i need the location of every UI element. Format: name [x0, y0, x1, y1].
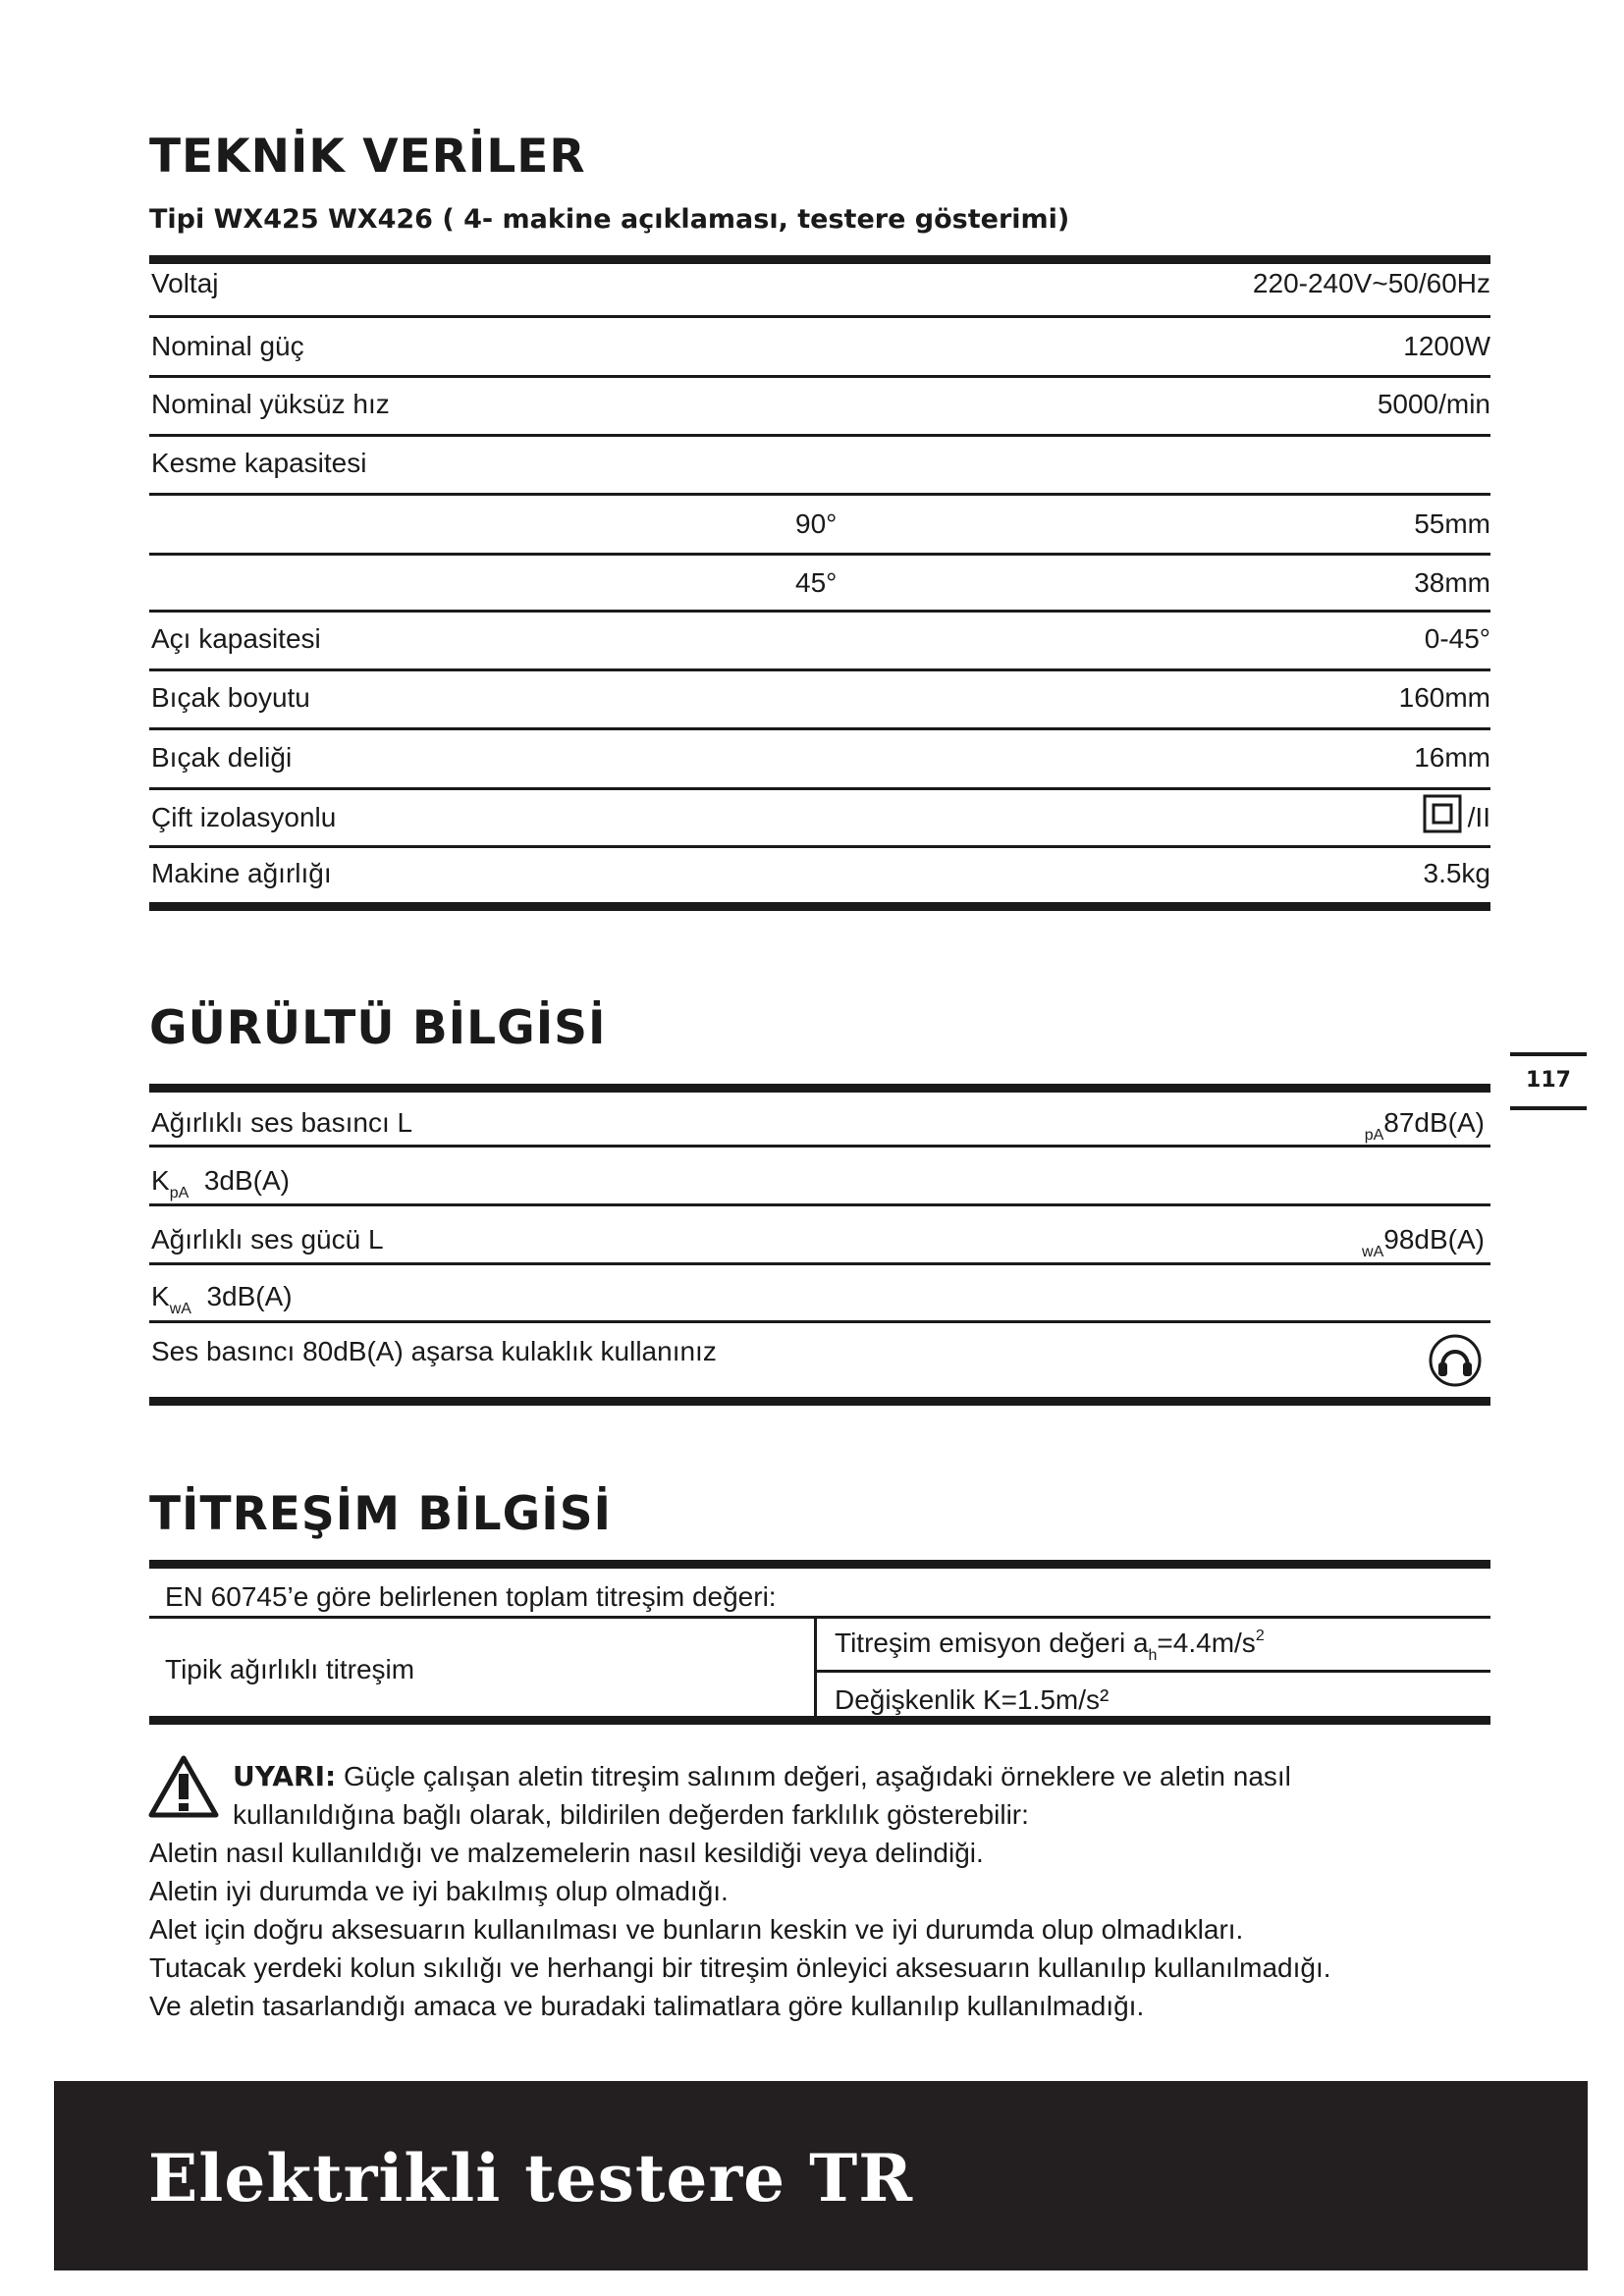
warning-item: Tutacak yerdeki kolun sıkılığı ve herhangi bir titreşim önleyici aksesuarın kullanılıp kullanılmadığı.	[149, 1952, 1331, 1983]
k-value: 3dB(A)	[206, 1281, 293, 1311]
vibration-bottom-rule	[149, 1716, 1490, 1725]
warning-text: Güçle çalışan aletin titreşim salınım değeri, aşağıdaki örneklere ve aletin nasıl	[336, 1761, 1291, 1791]
noise-value: 87dB(A)	[1383, 1107, 1485, 1138]
noise-row-kpa	[149, 1149, 1490, 1201]
emission-subscript: h	[1148, 1647, 1158, 1664]
page-number: 117	[1526, 1068, 1571, 1093]
spec-value: 38mm	[1414, 567, 1490, 598]
noise-subscript: wA	[1362, 1244, 1384, 1260]
spec-value-wrap	[1423, 794, 1490, 833]
divider	[149, 375, 1490, 378]
spec-label: Açı kapasitesi	[151, 623, 321, 654]
warning-line-2: kullanıldığına bağlı olarak, bildirilen değerden farklılık gösterebilir:	[233, 1799, 1029, 1830]
emission-value: =4.4m/s	[1157, 1628, 1256, 1658]
ear-protection-note: Ses basıncı 80dB(A) aşarsa kulaklık kullanınız	[151, 1336, 717, 1366]
spec-value: 220-240V~50/60Hz	[1252, 268, 1490, 298]
warning-item: Alet için doğru aksesuarın kullanılması ve bunların keskin ve iyi durumda olup olmadıkları.	[149, 1914, 1244, 1945]
ear-protection-icon	[1428, 1333, 1483, 1388]
spec-value: 0-45°	[1424, 623, 1490, 654]
spec-label: Nominal güç	[151, 331, 304, 361]
noise-uncertainty	[151, 1281, 293, 1317]
divider	[149, 1203, 1490, 1206]
warning-item: Ve aletin tasarlandığı amaca ve buradaki talimatlara göre kullanılıp kullanılmadığı.	[149, 1991, 1145, 2021]
divider	[149, 1616, 1490, 1619]
vibration-intro: EN 60745’e göre belirlenen toplam titreşim değeri:	[165, 1581, 777, 1612]
spec-row-power	[149, 320, 1490, 362]
noise-row-pressure	[149, 1092, 1490, 1144]
page-tab-rule-bottom	[1510, 1106, 1587, 1110]
noise-bottom-rule	[149, 1397, 1490, 1406]
spec-value: 3.5kg	[1423, 858, 1490, 888]
divider	[149, 787, 1490, 790]
noise-value-wrap	[1362, 1224, 1485, 1260]
uncertainty-value: Değişkenlik K=1.5m/s²	[835, 1684, 1110, 1715]
noise-uncertainty	[151, 1165, 290, 1201]
spec-row-blade-size	[149, 673, 1490, 714]
k-letter: K	[151, 1281, 170, 1311]
page-tab-rule-top	[1510, 1052, 1587, 1056]
divider	[816, 1670, 1490, 1673]
warning-label: UYARI:	[233, 1760, 337, 1792]
noise-title: GÜRÜLTÜ BİLGİSİ	[149, 1001, 607, 1055]
divider	[149, 727, 1490, 730]
spec-label: Makine ağırlığı	[151, 858, 332, 888]
noise-value: 98dB(A)	[1383, 1224, 1485, 1255]
noise-subscript: pA	[1364, 1127, 1384, 1144]
spec-angle: 45°	[795, 567, 838, 598]
divider	[149, 315, 1490, 318]
footer-title: Elektrikli testere TR	[148, 2140, 914, 2216]
spec-row-cut-90	[149, 498, 1490, 540]
spec-value: 55mm	[1414, 508, 1490, 539]
divider	[149, 434, 1490, 437]
emission-prefix: Titreşim emisyon değeri a	[835, 1628, 1149, 1658]
vibration-intro-row	[149, 1568, 1490, 1613]
divider	[149, 668, 1490, 671]
noise-row-ear	[149, 1325, 1490, 1367]
warning-item: Aletin nasıl kullanıldığı ve malzemelerin nasıl kesildiği veya delindiği.	[149, 1838, 984, 1868]
spec-label: Kesme kapasitesi	[151, 448, 367, 478]
spec-label: Nominal yüksüz hız	[151, 389, 390, 419]
typical-vibration-label: Tipik ağırlıklı titreşim	[165, 1654, 415, 1684]
spec-value: 1200W	[1403, 331, 1490, 361]
spec-angle: 90°	[795, 508, 838, 539]
warning-triangle-icon	[147, 1754, 220, 1819]
divider	[149, 553, 1490, 556]
spec-value: 16mm	[1414, 742, 1490, 773]
spec-label: Voltaj	[151, 268, 219, 298]
divider	[149, 610, 1490, 613]
spec-value: /II	[1467, 802, 1490, 832]
noise-row-kwa	[149, 1267, 1490, 1317]
vibration-title: TİTREŞİM BİLGİSİ	[149, 1487, 613, 1541]
technical-title: TEKNİK VERİLER	[149, 130, 586, 184]
warning-line-1	[233, 1757, 1291, 1795]
k-letter: K	[151, 1165, 170, 1196]
spec-row-blade-bore	[149, 732, 1490, 774]
table-bottom-rule	[149, 902, 1490, 911]
k-subscript: wA	[169, 1301, 191, 1317]
spec-row-cutting	[149, 439, 1490, 479]
spec-row-bevel	[149, 614, 1490, 655]
warning-item: Aletin iyi durumda ve iyi bakılmış olup olmadığı.	[149, 1876, 729, 1906]
spec-label: Bıçak boyutu	[151, 682, 310, 713]
spec-value: 5000/min	[1377, 389, 1490, 419]
noise-row-power	[149, 1208, 1490, 1260]
spec-row-cut-45	[149, 558, 1490, 599]
noise-value-wrap	[1364, 1107, 1485, 1144]
divider	[149, 845, 1490, 848]
spec-label: Bıçak deliği	[151, 742, 293, 773]
noise-label: Ağırlıklı ses basıncı L	[151, 1107, 413, 1138]
divider	[149, 1145, 1490, 1148]
double-insulation-icon	[1423, 794, 1462, 833]
emission-superscript: 2	[1255, 1628, 1265, 1644]
spec-value: 160mm	[1398, 682, 1490, 713]
k-subscript: pA	[169, 1185, 189, 1201]
spec-row-insulation	[149, 792, 1490, 833]
emission-value-cell	[835, 1628, 1265, 1664]
divider	[149, 1320, 1490, 1323]
spec-label: Çift izolasyonlu	[151, 802, 337, 832]
spec-row-speed	[149, 380, 1490, 420]
spec-row-voltage	[149, 260, 1490, 299]
footer-band	[54, 2081, 1588, 2270]
k-value: 3dB(A)	[203, 1165, 290, 1196]
spec-row-weight	[149, 850, 1490, 889]
noise-label: Ağırlıklı ses gücü L	[151, 1224, 384, 1255]
technical-subtitle: Tipi WX425 WX426 ( 4- makine açıklaması, testere gösterimi)	[149, 204, 1070, 235]
divider	[149, 1262, 1490, 1265]
divider	[149, 493, 1490, 496]
